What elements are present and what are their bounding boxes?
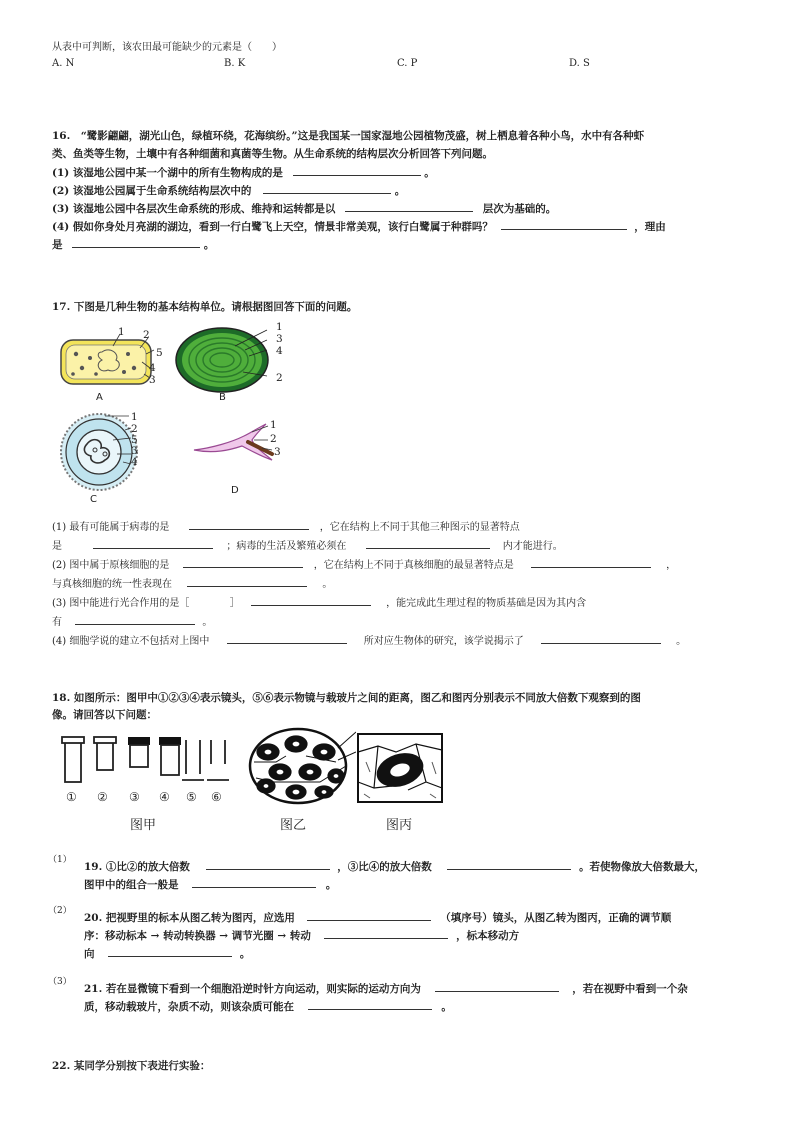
fig-d-caption: D [231,485,239,496]
q20-text-d: ，标本移动方 [456,930,520,942]
q16-part4-text: (4) 假如你身处月亮湖的湖边，看到一行白鹭飞上天空，情景非常美观，该行白鹭属于种群吗？ [52,221,493,233]
q16-stem-line2: 类、鱼类等生物，土壤中有各种细菌和真菌等生物。从生命系统的结构层次分析回答下列问题。 [52,148,493,160]
lens-num-5: ⑤ [186,790,197,804]
q18-stem-line2: 像。请回答以下问题： [52,709,157,721]
answer-blank[interactable] [435,980,559,992]
answer-blank[interactable] [447,858,571,870]
figure-b-plant-cell [175,326,275,394]
q17-part1 [52,518,520,533]
q16-stem-line1: 16. “鹭影翩翩，湖光山色，绿植环绕，花海缤纷。”这是我国某一国家湿地公园植物茂盛，树上栖息着各种小鸟，水中有各种虾 [52,130,645,142]
q19-text-d: 图甲中的组合一般是 [84,879,179,891]
q21-tag: （3） [48,977,72,987]
q20-text-a: 20. 把视野里的标本从图乙转为图丙，应选用 [84,912,295,924]
fig-a-label-1: 1 [118,326,125,338]
q21-line1 [84,980,688,996]
q22-stem: 22. 某同学分别按下表进行实验： [52,1060,211,1072]
bracket-close: ］ [229,598,240,609]
figure-yi-low-magnification [246,726,356,806]
fig-b-label-3: 3 [276,333,283,345]
q17-part2-text: (2) 图中属于原核细胞的是 [52,560,170,571]
q20-tag: （2） [48,906,72,916]
period: 。 [239,948,251,960]
answer-blank[interactable] [187,575,307,587]
answer-blank[interactable] [189,518,309,530]
q17-part3 [52,594,586,609]
period: 。 [203,239,215,251]
q15-option-d[interactable]: D. S [569,58,590,69]
q20-text-c: 序：移动标本 → 转动转换器 → 调节光圈 → 转动 [84,930,311,942]
answer-blank[interactable] [366,537,490,549]
answer-blank[interactable] [307,909,431,921]
fig-d-label-3: 3 [274,446,281,458]
fig-a-label-2: 2 [143,329,150,341]
q17-part3-cont [52,613,212,628]
fig-b-caption: B [219,392,226,403]
q19-text-c: 。若使物像放大倍数最大， [579,861,706,873]
lens-num-3: ③ [129,790,140,804]
figure-jia-lenses [58,734,238,784]
fig-c-label-4: 4 [131,456,138,468]
q17-part1-shi: 是 [52,541,62,552]
q17-title: 17. 下图是几种生物的基本结构单位。请根据图回答下面的问题。 [52,301,358,313]
fig-a-label-4: 4 [149,362,156,374]
q17-part1-text: (1) 最有可能属于病毒的是 [52,522,170,533]
answer-blank[interactable] [324,927,448,939]
q16-part2-text: (2) 该湿地公园属于生命系统结构层次中的 [52,185,252,197]
q17-part2-unity: 与真核细胞的统一性表现在 [52,579,172,590]
answer-blank[interactable] [263,182,391,194]
q17-part1-feature: ，它在结构上不同于其他三种图示的显著特点 [319,522,520,533]
q16-part1-text: (1) 该湿地公园中某一个湖中的所有生物构成的是 [52,167,283,179]
q16-part2 [52,182,405,198]
lens-num-1: ① [66,790,77,804]
q21-text-b: ，若在视野中看到一个杂 [572,983,688,995]
q21-line2 [84,998,452,1014]
q17-part3-basis: ，能完成此生理过程的物质基础是因为其内含 [386,598,587,609]
q20-text-e: 向 [84,948,95,960]
q19-text-a: 19. ①比②的放大倍数 [84,861,190,873]
q17-part3-text: (3) 图中能进行光合作用的是［ [52,598,190,609]
fig-c-label-3: 3 [131,445,138,457]
answer-blank[interactable] [293,164,421,176]
q21-text-a: 21. 若在显微镜下看到一个细胞沿逆时针方向运动，则实际的运动方向为 [84,983,421,995]
answer-blank[interactable] [227,632,347,644]
fig-a-label-5: 5 [156,347,163,359]
period: 。 [424,167,435,179]
figure-bing-high-magnification [356,732,446,804]
answer-blank[interactable] [192,876,316,888]
comma: ， [666,560,677,571]
q15-option-a[interactable]: A. N [52,58,75,69]
answer-blank[interactable] [108,945,232,957]
answer-blank[interactable] [72,236,200,248]
q16-part4 [52,218,666,234]
q17-part4-reveal: 所对应生物体的研究，该学说揭示了 [363,636,524,647]
period: 。 [322,579,333,590]
q17-part1-end: 内才能进行。 [502,541,563,552]
figure-jia-caption: 图甲 [130,818,157,833]
answer-blank[interactable] [541,632,661,644]
answer-blank[interactable] [308,998,432,1010]
answer-blank[interactable] [345,200,473,212]
q17-part4-text: (4) 细胞学说的建立不包括对上图中 [52,636,210,647]
answer-blank[interactable] [183,556,303,568]
answer-blank[interactable] [206,858,330,870]
period: 。 [441,1001,452,1013]
figure-yi-caption: 图乙 [280,818,307,833]
q16-part1 [52,164,435,180]
figure-d-cell [192,420,282,470]
figure-bing-caption: 图丙 [386,818,413,833]
q17-part1-cont [52,537,563,552]
q20-line1 [84,909,671,925]
fig-d-label-1: 1 [270,419,277,431]
q16-part3 [52,200,556,216]
q18-stem-line1: 18. 如图所示：图甲中①②③④表示镜头，⑤⑥表示物镜与载玻片之间的距离，图乙和图丙分别表示不同放大倍数下观察到的图 [52,692,641,704]
answer-blank[interactable] [501,218,627,230]
q17-part2-feature: ，它在结构上不同于真核细胞的最显著特点是 [313,560,514,571]
q17-part3-you: 有 [52,617,62,628]
answer-blank[interactable] [93,537,213,549]
q17-part2-cont [52,575,332,590]
period: 。 [394,185,406,197]
q17-part1-virus: ；病毒的生活及繁殖必须在 [226,541,347,552]
fig-c-caption: C [90,494,97,505]
q16-part4-reason: ，理由 [634,221,666,233]
period: 。 [202,617,213,628]
q20-text-b: （填序号）镜头，从图乙转为图丙，正确的调节顺 [440,912,672,924]
fig-d-label-2: 2 [270,433,277,445]
fig-c-label-2: 2 [131,423,138,435]
q16-part4-shi: 是 [52,239,63,251]
lens-num-4: ④ [159,790,170,804]
q15-option-b[interactable]: B. K [224,58,246,69]
fig-a-caption: A [96,392,103,403]
fig-a-label-3: 3 [149,374,156,386]
fig-c-label-5: 5 [131,434,138,446]
q17-part2 [52,556,676,571]
answer-blank[interactable] [251,594,371,606]
answer-blank[interactable] [75,613,195,625]
q19-tag: （1） [48,855,72,865]
q15-stem: 从表中可判断，该农田最可能缺少的元素是（ ） [52,42,282,53]
q19-text-b: ，③比④的放大倍数 [337,861,432,873]
fig-b-label-4: 4 [276,345,283,357]
q20-line3 [84,945,250,961]
q21-text-c: 质，移动载玻片，杂质不动，则该杂质可能在 [84,1001,294,1013]
period: 。 [325,879,337,891]
q16-part3-end: 层次为基础的。 [482,203,557,215]
q15-option-c[interactable]: C. P [397,58,418,69]
q20-line2 [84,927,519,943]
fig-b-label-2: 2 [276,372,283,384]
fig-c-label-1: 1 [131,411,138,423]
period: 。 [676,636,687,647]
q17-part4 [52,632,686,647]
q19-line2 [84,876,336,892]
fig-b-label-1: 1 [276,321,283,333]
q19-line1 [84,858,705,874]
q16-part3-text: (3) 该湿地公园中各层次生命系统的形成、维持和运转都是以 [52,203,336,215]
lens-num-2: ② [97,790,108,804]
answer-blank[interactable] [531,556,651,568]
q16-part4-cont [52,236,214,252]
lens-num-6: ⑥ [211,790,222,804]
